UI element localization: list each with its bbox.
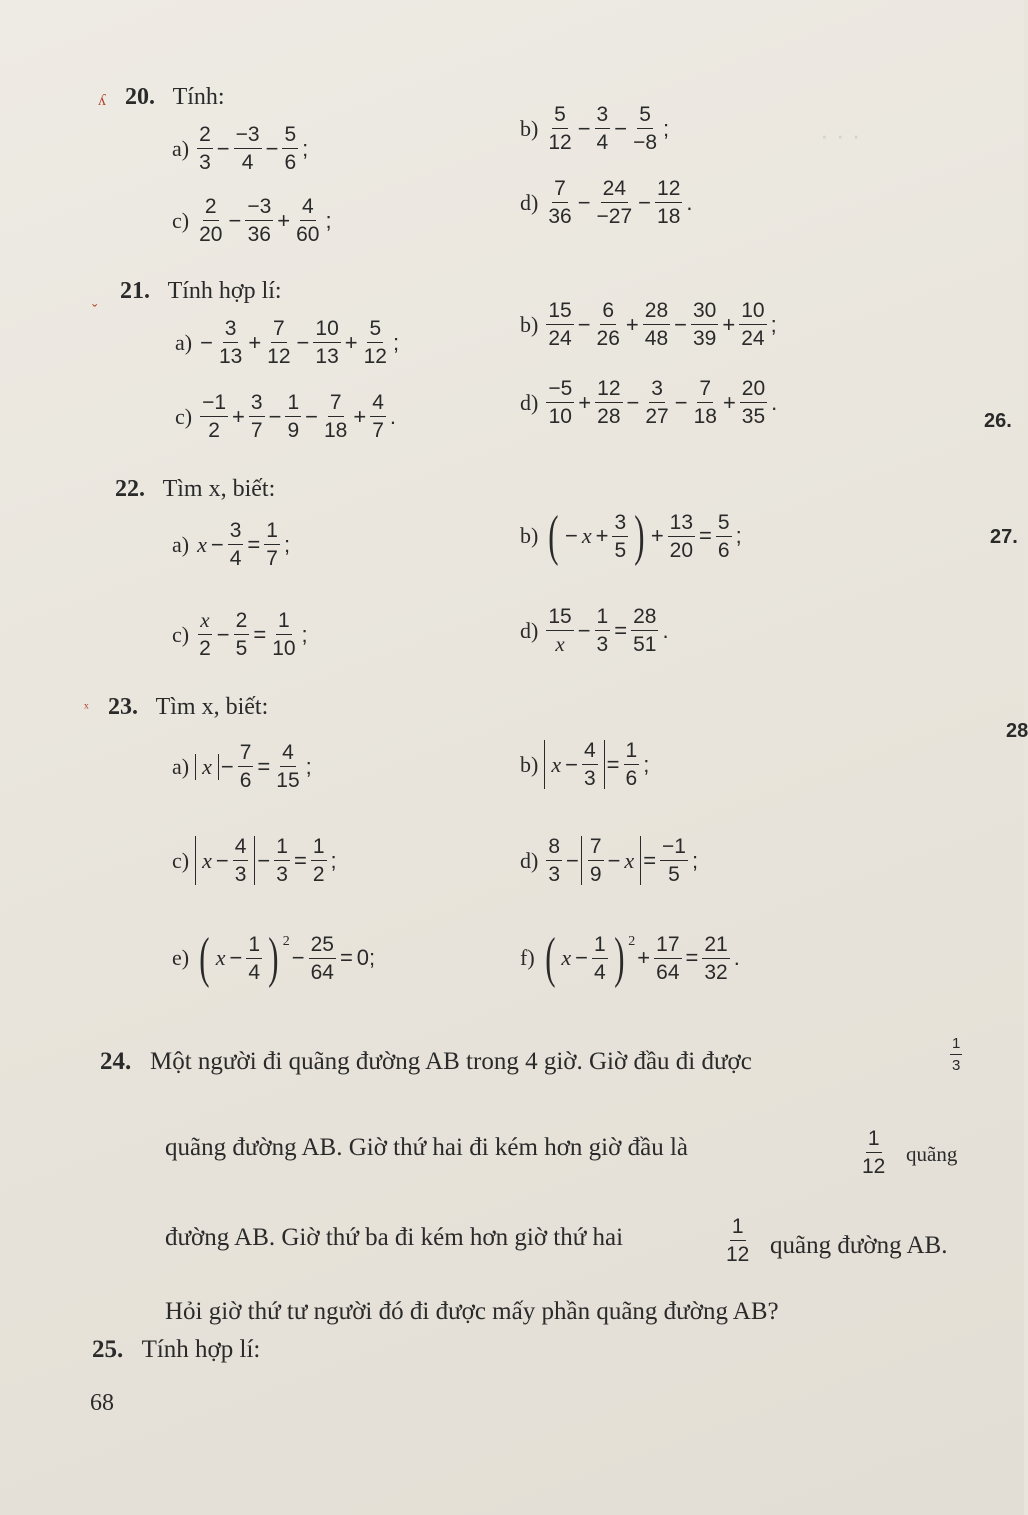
margin-exercise-number: 26.	[984, 410, 1012, 432]
ex24-line1: 24. Một người đi quãng đường AB trong 4 giờ. Giờ đầu đi được	[100, 1048, 752, 1075]
fraction: $\frac{1}{4}$	[248, 932, 261, 984]
fraction: $\frac{13}{20}$	[669, 510, 694, 562]
ex20-d: d) $\frac{7}{36}$ − $\frac{24}{-27}$ − $\frac{12}{18}$ .	[520, 177, 693, 228]
ex22-d: d) $\frac{15}{x}$ − $\frac{1}{3}$ = $\frac{28}{51}$ .	[520, 605, 669, 656]
ex21-d: d) $\frac{-5}{10}$ + $\frac{12}{28}$ − $\frac{3}{27}$ − $\frac{7}{18}$ + $\frac{20}{35}$ .	[520, 377, 778, 428]
ex20-b: b) $\frac{5}{12}$ − $\frac{3}{4}$ − $\frac{5}{-8}$ ;	[520, 103, 670, 154]
fraction: $\frac{5}{6}$	[717, 510, 730, 562]
ex22-c: c) $\frac{x}{2}$ − $\frac{2}{5}$ = $\frac{1}{10}$ ;	[172, 608, 308, 660]
fraction: $\frac{3}{13}$	[218, 317, 243, 368]
fraction: $\frac{12}{18}$	[657, 177, 681, 228]
fraction: $\frac{15}{x}$	[548, 605, 572, 656]
ex20-heading: 20. Tính:	[125, 84, 225, 110]
fraction: $\frac{20}{35}$	[741, 377, 766, 428]
fraction: $\frac{x}{2}$	[199, 608, 211, 660]
fraction: $\frac{1}{12}$	[726, 1215, 750, 1266]
fraction: $\frac{4}{3}$	[583, 739, 596, 790]
fraction: $\frac{15}{24}$	[548, 299, 572, 350]
fraction: $\frac{4}{7}$	[372, 391, 384, 442]
margin-exercise-number: 27.	[990, 526, 1018, 548]
fraction: $\frac{7}{9}$	[589, 835, 602, 886]
ex24-line3-end: quãng đường AB.	[770, 1232, 948, 1259]
ex22-heading: 22. Tìm x, biết:	[115, 476, 276, 502]
fraction: $\frac{1}{6}$	[625, 739, 638, 790]
ex24-line2-end: quãng	[906, 1142, 958, 1166]
fraction: $\frac{5}{12}$	[548, 103, 572, 154]
pen-mark: ˬ	[92, 290, 98, 307]
ex24-line2: quãng đường AB. Giờ thứ hai đi kém hơn giờ đầu là	[165, 1134, 688, 1161]
ex23-e: e) ( x − $\frac{1}{4}$ ) 2 − $\frac{25}{64}$ = 0;	[172, 927, 376, 989]
fraction: $\frac{-3}{36}$	[247, 195, 272, 246]
fraction: $\frac{21}{32}$	[704, 932, 728, 984]
ex20-a: a) $\frac{2}{3}$ − $\frac{-3}{4}$ − $\frac{5}{6}$ ;	[172, 123, 309, 174]
ex21-a: a) − $\frac{3}{13}$ + $\frac{7}{12}$ − $\frac{10}{13}$ + $\frac{5}{12}$ ;	[175, 317, 400, 368]
ex23-c: c) x − $\frac{4}{3}$ − $\frac{1}{3}$ = $\frac{1}{2}$ ;	[172, 835, 337, 886]
ex22-a: a) x − $\frac{3}{4}$ = $\frac{1}{7}$ ;	[172, 519, 291, 570]
fraction: $\frac{3}{5}$	[614, 510, 627, 562]
fraction: $\frac{5}{-8}$	[633, 103, 658, 154]
ex23-d: d) $\frac{8}{3}$ − $\frac{7}{9}$ − x = $\frac{-1}{5}$ ;	[520, 835, 699, 886]
fraction: $\frac{3}{4}$	[596, 103, 609, 154]
ex24-line3: đường AB. Giờ thứ ba đi kém hơn giờ thứ hai	[165, 1224, 624, 1251]
fraction: $\frac{28}{51}$	[633, 605, 657, 656]
fraction: $\frac{3}{27}$	[645, 377, 669, 428]
ex22-b: b) ( − x + $\frac{3}{5}$ ) + $\frac{13}{20}$ = $\frac{5}{6}$ ;	[520, 505, 742, 567]
fraction: $\frac{5}{12}$	[363, 317, 387, 368]
ex21-c: c) $\frac{-1}{2}$ + $\frac{3}{7}$ − $\frac{1}{9}$ − $\frac{7}{18}$ + $\frac{4}{7}$ .	[175, 391, 397, 442]
fraction: $\frac{24}{-27}$	[596, 177, 633, 228]
ex21-heading: 21. Tính hợp lí:	[120, 278, 282, 304]
fraction: $\frac{4}{3}$	[234, 835, 247, 886]
fraction: $\frac{10}{13}$	[315, 317, 339, 368]
pen-mark: ˣ	[84, 700, 89, 717]
fraction: $\frac{-1}{5}$	[662, 835, 686, 886]
fraction: $\frac{8}{3}$	[548, 835, 561, 886]
fraction: $\frac{1}{9}$	[287, 391, 300, 442]
ex23-b: b) x − $\frac{4}{3}$ = $\frac{1}{6}$ ;	[520, 739, 650, 790]
fraction: $\frac{1}{4}$	[593, 932, 606, 984]
ex20-c: c) $\frac{2}{20}$ − $\frac{-3}{36}$ + $\frac{4}{60}$ ;	[172, 195, 332, 246]
fraction: $\frac{5}{6}$	[284, 123, 297, 174]
ex24-question: Hỏi giờ thứ tư người đó đi được mấy phần quãng đường AB?	[165, 1298, 779, 1325]
fraction: $\frac{1}{12}$	[862, 1127, 886, 1178]
fraction: $\frac{10}{24}$	[741, 299, 765, 350]
fraction: $\frac{2}{3}$	[199, 123, 211, 174]
fraction: $\frac{7}{18}$	[693, 377, 717, 428]
fraction: $\frac{30}{39}$	[692, 299, 717, 350]
ex23-f: f) ( x − $\frac{1}{4}$ ) 2 + $\frac{17}{64}$ = $\frac{21}{32}$ .	[520, 927, 740, 989]
fraction: $\frac{1}{2}$	[312, 835, 325, 886]
ex23-heading: 23. Tìm x, biết:	[108, 694, 269, 720]
fraction: $\frac{1}{7}$	[266, 519, 278, 570]
ex24-fraction-1	[948, 1036, 964, 1073]
fraction: $\frac{6}{26}$	[596, 299, 620, 350]
fraction: $\frac{2}{20}$	[199, 195, 223, 246]
fraction: $\frac{7}{36}$	[548, 177, 572, 228]
fraction: $\frac{25}{64}$	[310, 932, 334, 984]
ex24-fraction-2	[858, 1128, 889, 1177]
fraction: $\frac{7}{6}$	[239, 741, 252, 792]
fraction: $\frac{28}{48}$	[644, 299, 669, 350]
ex25-heading: 25. Tính hợp lí:	[92, 1336, 261, 1363]
fraction: $\frac{3}{4}$	[229, 519, 242, 570]
ex24-fraction-3	[722, 1216, 753, 1265]
fraction: $\frac{7}{12}$	[267, 317, 291, 368]
fraction: $\frac{1}{3}$	[276, 835, 288, 886]
pen-mark: ʎ	[98, 92, 106, 109]
margin-exercise-number: 28	[1006, 720, 1028, 742]
fraction: $\frac{-5}{10}$	[548, 377, 573, 428]
fraction: $\frac{1}{3}$	[952, 1035, 961, 1074]
ex23-a: a) x − $\frac{7}{6}$ = $\frac{4}{15}$ ;	[172, 741, 312, 792]
page-number: 68	[90, 1390, 114, 1416]
fraction: $\frac{4}{15}$	[276, 741, 300, 792]
fraction: $\frac{1}{10}$	[272, 609, 296, 660]
fraction: $\frac{2}{5}$	[235, 609, 248, 660]
fraction: $\frac{3}{7}$	[250, 391, 263, 442]
ex21-b: b) $\frac{15}{24}$ − $\frac{6}{26}$ + $\frac{28}{48}$ − $\frac{30}{39}$ + $\frac{10}{24}$ ;	[520, 299, 777, 350]
bleed-through: · · ·	[820, 120, 861, 150]
fraction: $\frac{4}{60}$	[296, 195, 320, 246]
fraction: $\frac{1}{3}$	[596, 605, 609, 656]
fraction: $\frac{-3}{4}$	[235, 123, 260, 174]
fraction: $\frac{7}{18}$	[324, 391, 348, 442]
fraction: $\frac{17}{64}$	[656, 932, 680, 984]
fraction: $\frac{12}{28}$	[597, 377, 621, 428]
fraction: $\frac{-1}{2}$	[202, 391, 227, 442]
